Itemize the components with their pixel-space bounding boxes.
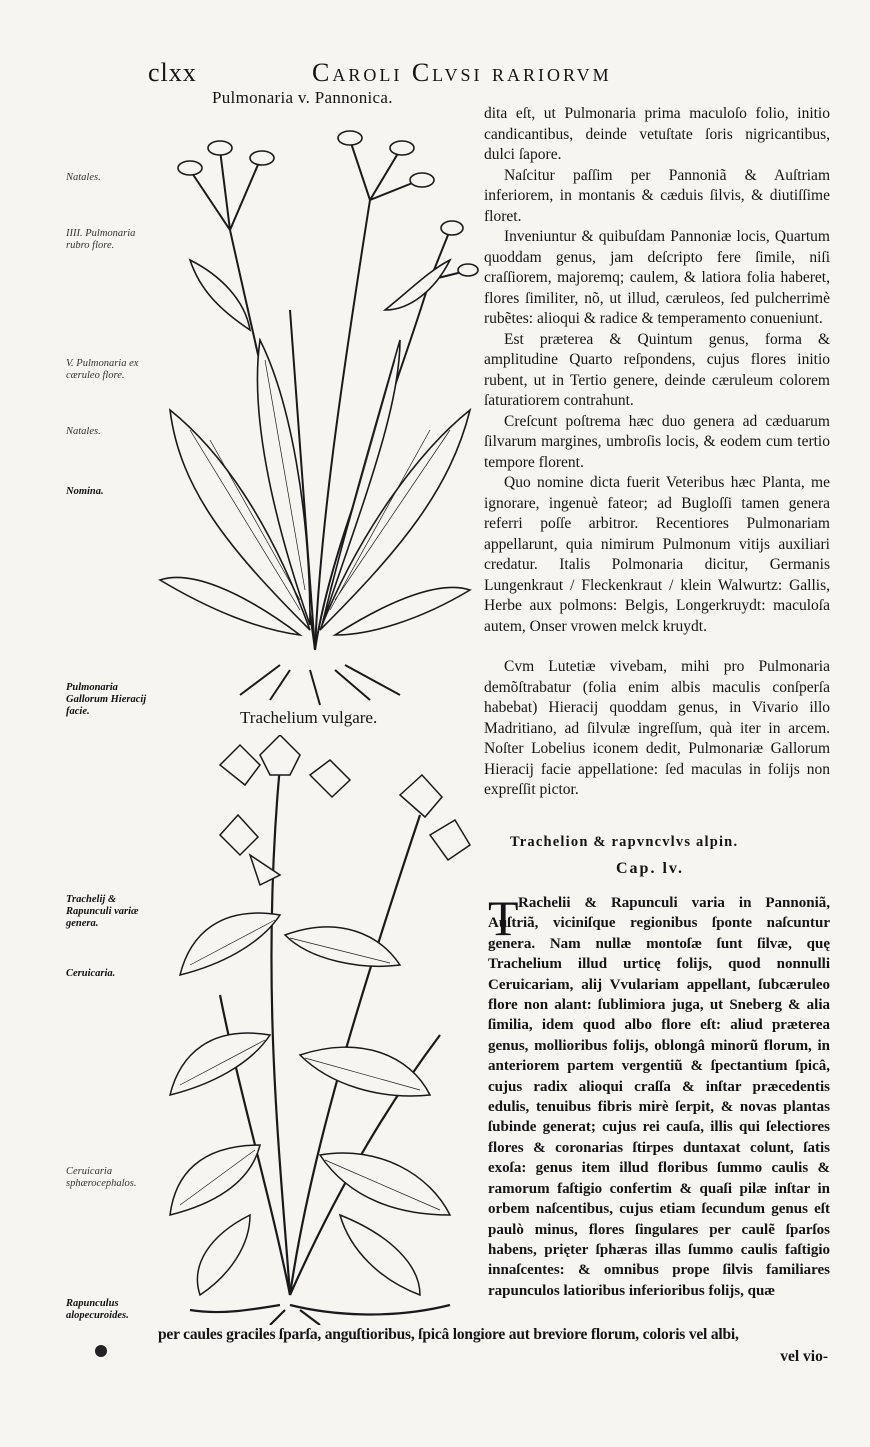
margin-note-pulmonaria-gallorum: Pulmonaria Gallorum Hieracij facie. <box>66 682 147 717</box>
margin-note-ceruicaria-sphaero: Ceruicaria sphærocephalos. <box>66 1166 137 1189</box>
ink-spot <box>95 1345 107 1357</box>
margin-note-rapunculus: Rapunculus alopecuroides. <box>66 1298 129 1321</box>
paragraph-1: dita eſt, ut Pulmonaria prima maculoſo folio, initio candicantibus, deinde vetuſtate ſoris nigricantibus, dulci ſapore. <box>484 105 830 163</box>
folio-number: clxx <box>148 58 197 87</box>
margin-note-pulmonaria-4: IIII. Pulmonaria rubro flore. <box>66 228 136 251</box>
figure-title: Pulmonaria v. Pannonica. <box>212 88 393 107</box>
drop-capital: T <box>488 890 519 946</box>
upper-text-column <box>484 104 830 801</box>
section-heading: Trachelion & rapvncvlvs alpin. <box>510 834 739 850</box>
catchword: vel vio- <box>780 1348 828 1365</box>
chapter-number: Cap. lv. <box>616 860 685 877</box>
trachelium-woodcut <box>160 735 480 1325</box>
bottom-full-width-line: per caules graciles ſparſa, anguſtioribus, ſpicâ longiore aut breviore florum, coloris vel albi, <box>158 1326 739 1343</box>
running-title: Caroli Clvsi rariorvm <box>312 58 612 87</box>
pulmonaria-woodcut <box>150 110 480 710</box>
margin-note-trachelij: Trachelij & Rapunculi variæ genera. <box>66 894 139 929</box>
paragraph-4: Est præterea & Quintum genus, forma & amplitudine Quarto reſpondens, cujus flores initio rubent, ut in Tertio genere, deinde cæruleum colorem ſaturatiorem contrahunt. <box>484 330 830 409</box>
paragraph-3: Inveniuntur & quibuſdam Pannoniæ locis, Quartum quoddam genus, jam deſcripto fere ſimile, niſi craſſiorem, majoremq; caulem, & latiora folia haberet, flores ſimiliter, nõ, ut illud, cæruleos, ſed pulcherrimè rubẽtes: alioqui & radice & temperamento conueniunt. <box>484 228 830 327</box>
trachelium-plant-icon <box>160 735 480 1325</box>
pulmonaria-plant-icon <box>150 110 480 710</box>
page-header <box>142 58 830 92</box>
margin-note-pulmonaria-5: V. Pulmonaria ex cæruleo flore. <box>66 358 139 381</box>
margin-note-nomina: Nomina. <box>66 486 104 497</box>
figure-caption: Trachelium vulgare. <box>240 708 378 727</box>
paragraph-6: Quo nomine dicta fuerit Veteribus hæc Planta, me ignorare, ingenuè fateor; ad Bugloſſi tamen genera referri poſſe arbitror. Recentiores Pulmonariam appellarunt, quia nimirum Pulmonum vitijs auxiliari credatur. Italis Polmonaria dicitur, Germanis Lungenkraut / Fleckenkraut / klein Walwurtz: Gallis, Herbe aux polmons: Belgis, Longerkruydt: maculoſa autem, Onser vrowen melck kruydt. <box>484 474 830 635</box>
margin-note-natales-1: Natales. <box>66 172 101 183</box>
margin-note-ceruicaria: Ceruicaria. <box>66 968 116 979</box>
paragraph-2: Naſcitur paſſim per Pannoniã & Auſtriam inferiorem, in montanis & cæduis ſilvis, & diutiſſime floret. <box>484 166 830 225</box>
paragraph-5: Creſcunt poſtrema hæc duo genera ad cæduarum ſilvarum margines, umbroſis locis, & eodem cum tertio tempore florent. <box>484 412 830 471</box>
chapter-body: Rachelii & Rapunculi varia in Pannoniã, Auſtriã, viciniſque regionibus ſponte naſcuntur genera. Nam nullæ montoſæ ſunt ſilvæ, quę Trachelium illud urticę folijs, quod nonnulli Ceruicariam, alij Vvulariam appellant, ſubcæruleo flore non alant: ſublimiora juga, ut Sneberg & alia ſimilia, idem quod albo flore eſt: aliud præterea genus, mollioribus folijs, oblongâ minorũ florum, in anteriorem partem vergentiũ & ſpectantium ſpicâ, cujus radix alioqui craſſa & inſtar præcedentis edulis, tenuibus fibris mirè ſerpit, & novas plantas ſubinde generat; cujus rei cauſa, illis qui ſelectiores flores & coronarias ſtirpes duntaxat colunt, ſatis exoſa: genus item illud floribus ſummo caulis & ramorum faſtigio confertim & quaſi pilæ inſtar in orbem naſcentibus, cujus etiam ſecundum genus eſt paulò minus, flores ſingulares per caulẽ ſparſos habens, prięter ſphæras illas ſummo caulis faſtigio innaſcentes: & omnibus prope ſilvis familiares rapunculos latioribus inferioribus folijs, quæ <box>488 895 830 1299</box>
paragraph-7: Cvm Lutetiæ vivebam, mihi pro Pulmonaria demõſtrabatur (folia enim albis maculis conſperſa habebat) Hieracij quoddam genus, in Vivario illo Madritiano, ad ſilvulæ ingreſſum, quà iter in arcem. Noſter Lobelius iconem dedit, Pulmonariæ Gallorum Hieracij facie appellatione: ſed maculas in folijs non expreſſit pictor. <box>484 658 830 798</box>
margin-note-natales-2: Natales. <box>66 426 101 437</box>
